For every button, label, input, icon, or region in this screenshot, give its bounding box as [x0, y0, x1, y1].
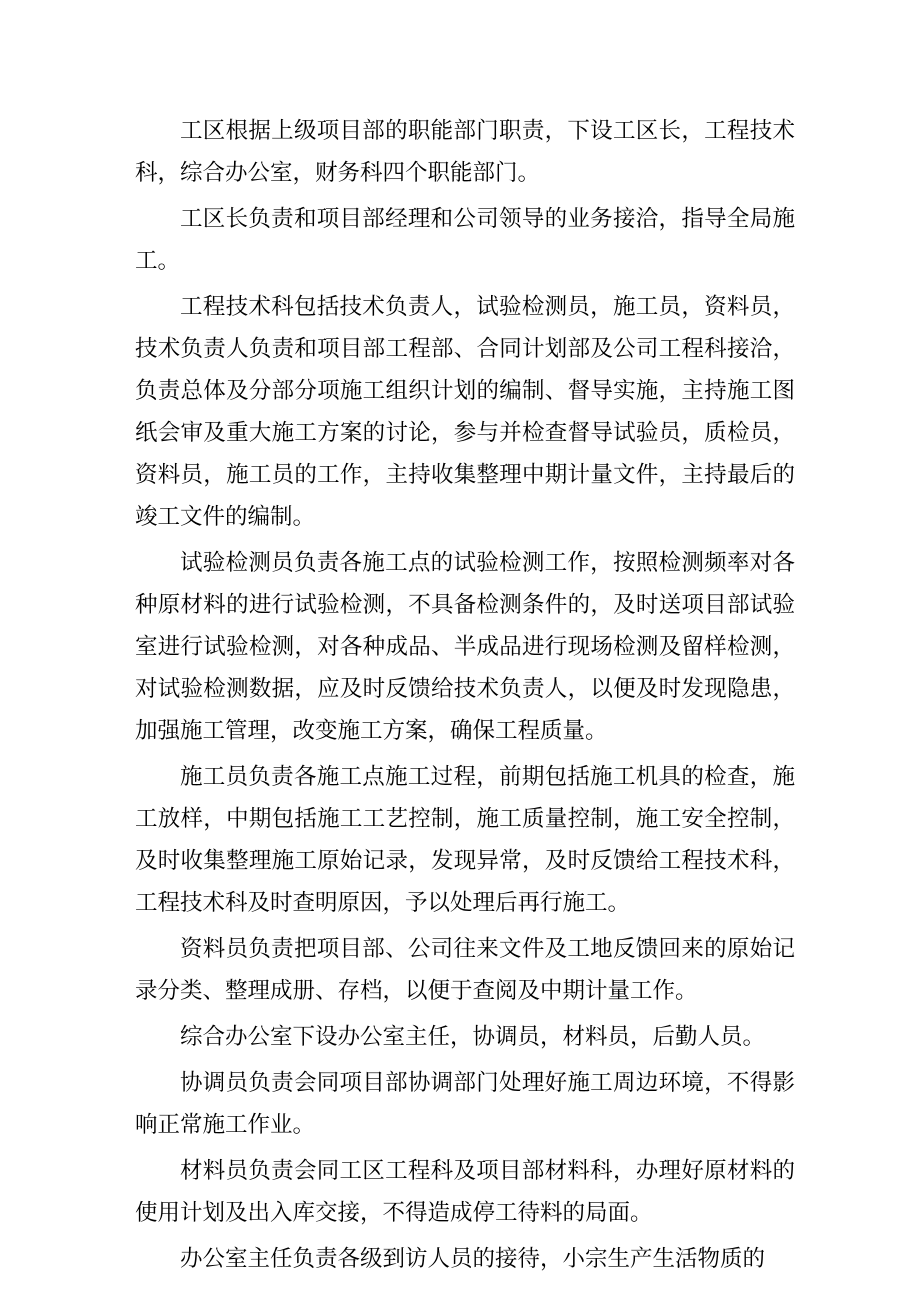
- paragraph: 综合办公室下设办公室主任，协调员，材料员，后勤人员。: [180, 1024, 766, 1050]
- paragraph: 办公室主任负责各级到访人员的接待，小宗生产生活物质的: [180, 1246, 766, 1272]
- paragraph: 试验检测员负责各施工点的试验检测工作，按照检测频率对各种原材料的进行试验检测，不具备检测条件的，及时送项目部试验室进行试验检测，对各种成品、半成品进行现场检测及留样检测，对试验检测数据，应及时反馈给技术负责人，以便及时发现隐患，加强施工管理，改变施工方案，确保工程质量。: [135, 550, 795, 744]
- paragraph: 工区长负责和项目部经理和公司领导的业务接洽，指导全局施工。: [135, 206, 795, 274]
- paragraph: 施工员负责各施工点施工过程，前期包括施工机具的检查，施工放样，中期包括施工工艺控制，施工质量控制，施工安全控制，及时收集整理施工原始记录，发现异常，及时反馈给工程技术科，工程技术科及时查明原因，予以处理后再行施工。: [135, 764, 795, 916]
- paragraph: 材料员负责会同工区工程科及项目部材料科，办理好原材料的使用计划及出入库交接，不得造成停工待料的局面。: [135, 1158, 795, 1226]
- paragraph: 资料员负责把项目部、公司往来文件及工地反馈回来的原始记录分类、整理成册、存档，以便于查阅及中期计量工作。: [135, 936, 795, 1004]
- document-body: [135, 110, 795, 1284]
- paragraph: 协调员负责会同项目部协调部门处理好施工周边环境，不得影响正常施工作业。: [135, 1070, 795, 1138]
- paragraph: 工程技术科包括技术负责人，试验检测员，施工员，资料员，技术负责人负责和项目部工程部、合同计划部及公司工程科接洽，负责总体及分部分项施工组织计划的编制、督导实施，主持施工图纸会审及重大施工方案的讨论，参与并检查督导试验员，质检员，资料员，施工员的工作，主持收集整理中期计量文件，主持最后的竣工文件的编制。: [135, 294, 795, 530]
- paragraph: 工区根据上级项目部的职能部门职责，下设工区长，工程技术科，综合办公室，财务科四个职能部门。: [135, 118, 795, 186]
